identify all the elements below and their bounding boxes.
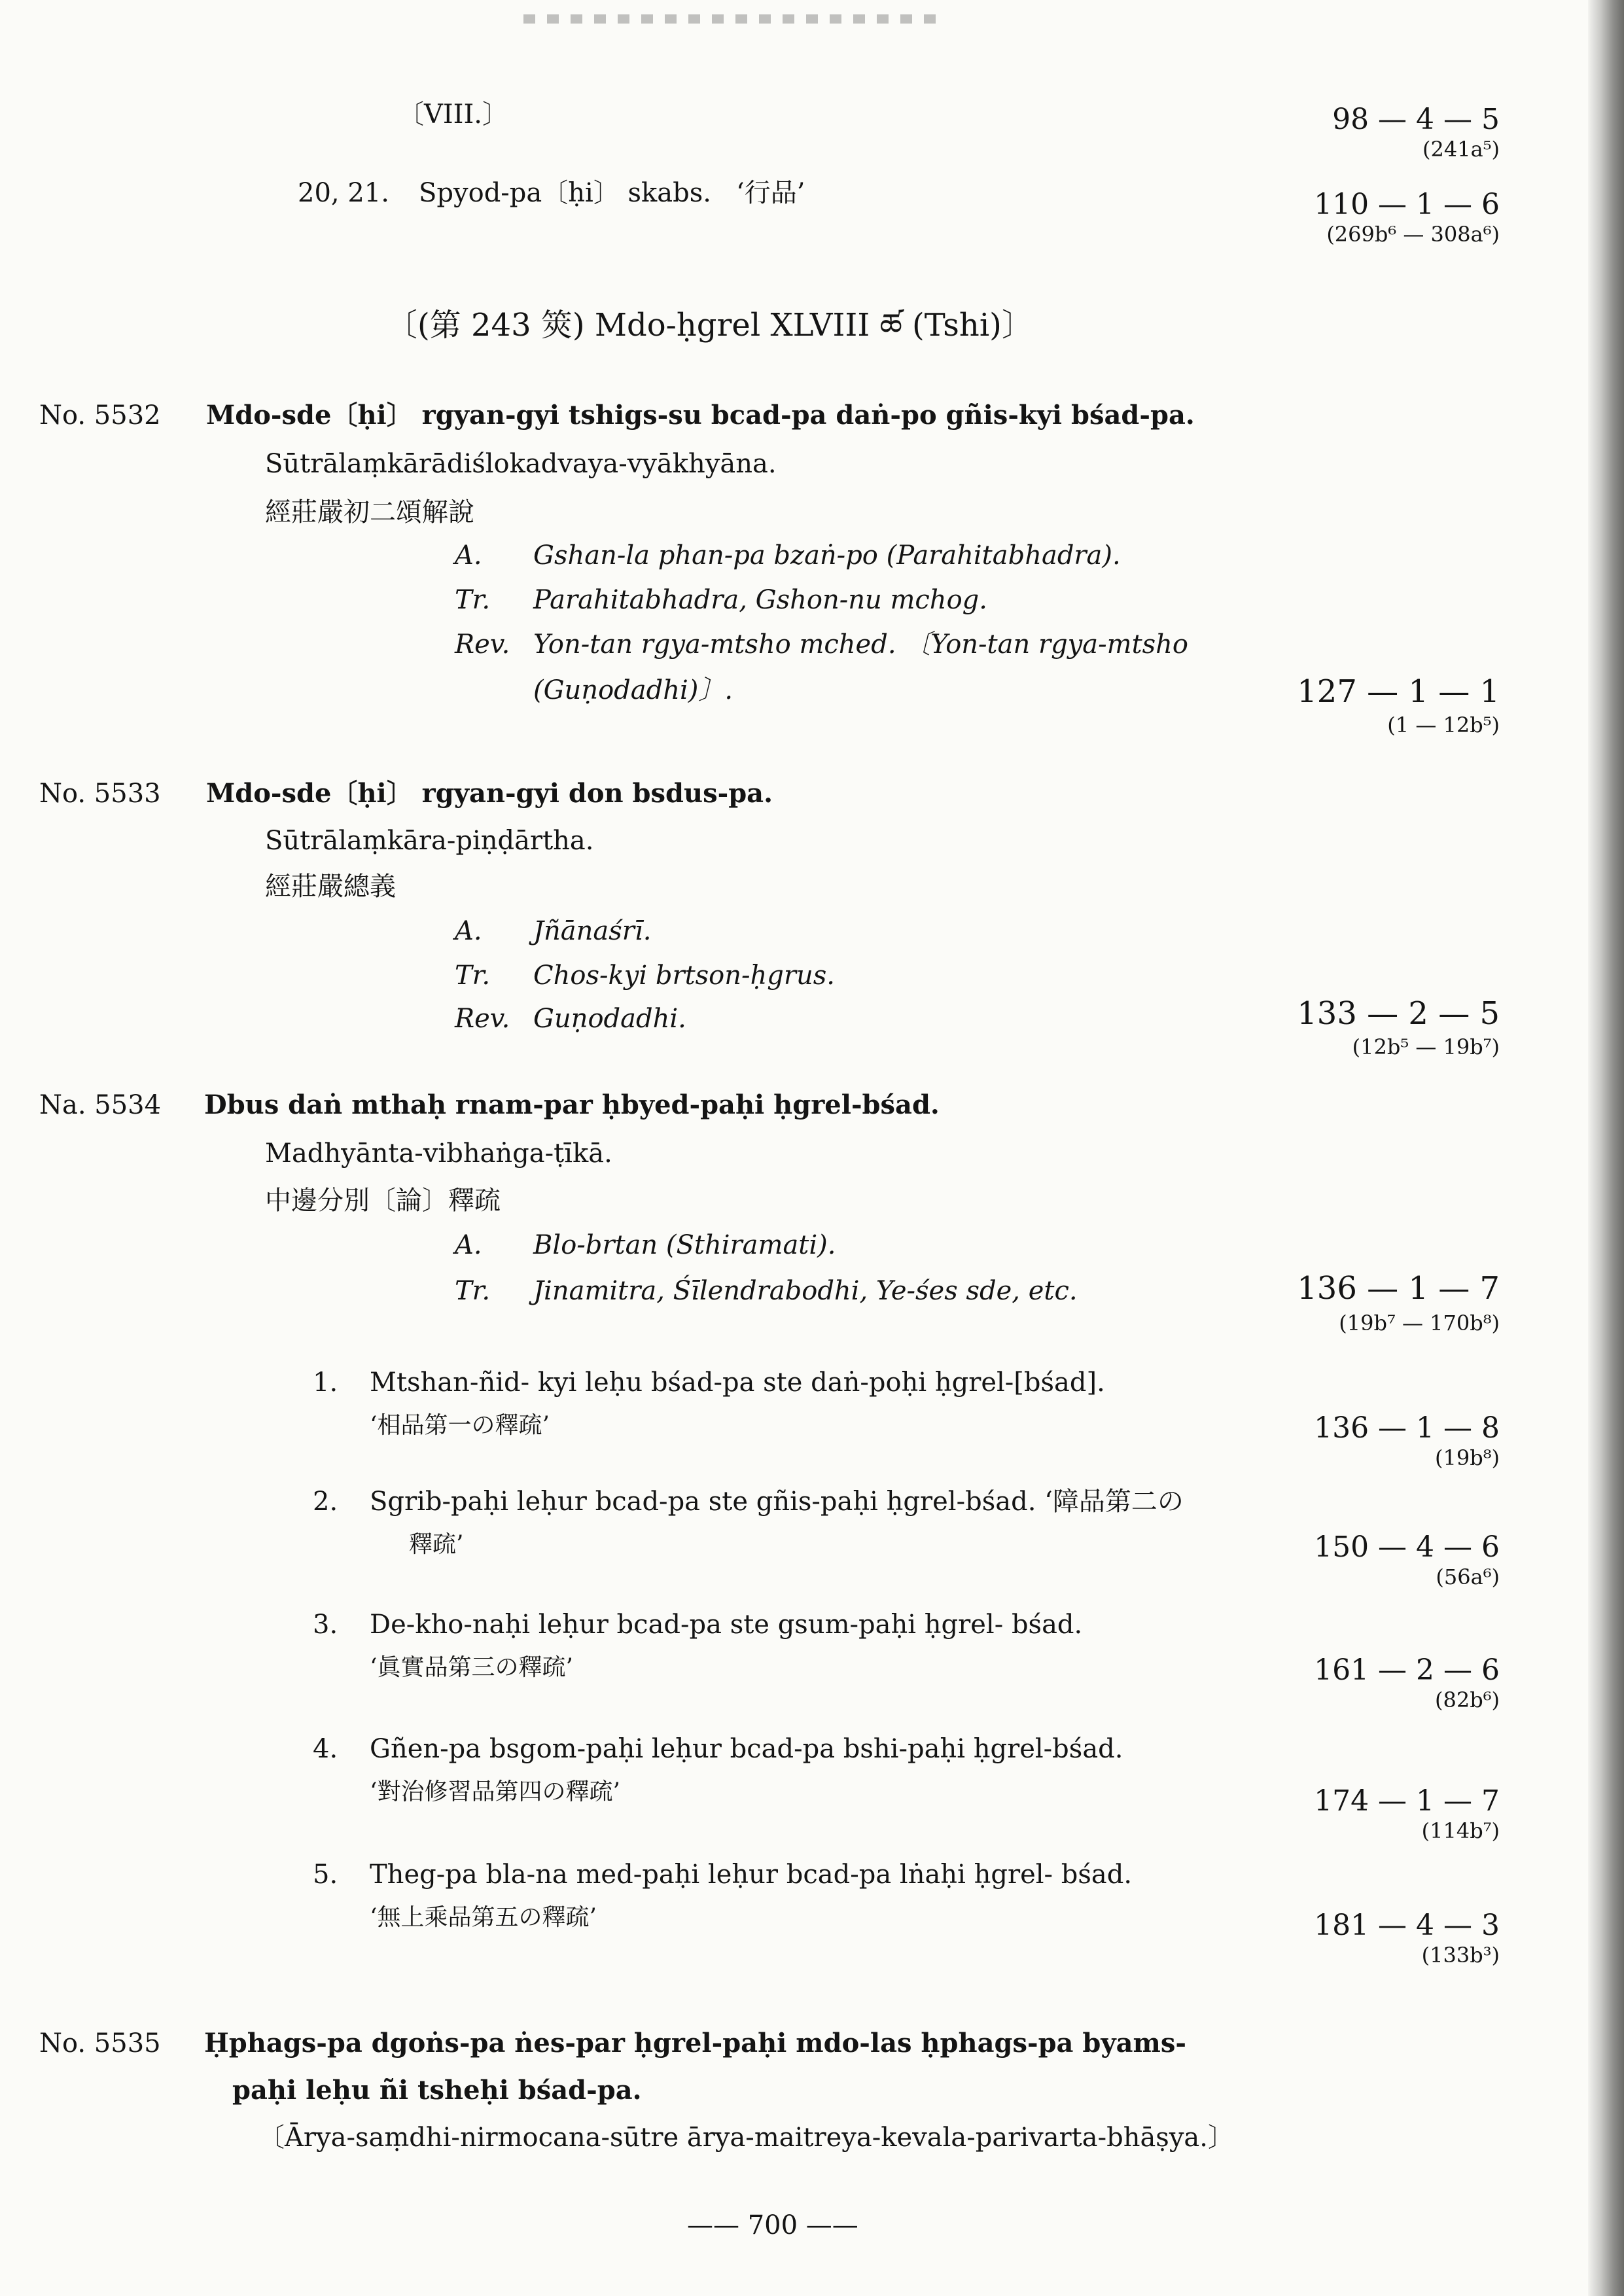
author-label: A.: [455, 540, 482, 571]
subitem-title: Sgrib-paḥi leḥur bcad-pa ste gñis-paḥi ḥgrel-bśad. ‘障品第二の: [370, 1487, 1184, 1517]
page-number: —— 700 ——: [687, 2210, 858, 2240]
subitem-folio: (82b⁶): [1435, 1687, 1500, 1712]
translator-5533: Chos-kyi brtson-ḥgrus.: [533, 961, 836, 991]
sanskrit-title-5533: Sūtrālaṃkāra-piṇḍārtha.: [265, 826, 594, 856]
entry-number-5532: No. 5532: [39, 400, 161, 431]
entry-number-5534: Na. 5534: [39, 1090, 162, 1120]
reviser-5532: Yon-tan rgya-mtsho mched. 〔Yon-tan rgya-mtsho: [533, 629, 1189, 660]
author-5534: Blo-brtan (Sthiramati).: [533, 1230, 836, 1260]
entry-number-5535: No. 5535: [39, 2028, 161, 2058]
translator-label: Tr.: [455, 961, 491, 991]
subitem-number: 5.: [313, 1860, 338, 1890]
subitem-ref: 150 — 4 — 6: [1314, 1530, 1500, 1564]
subitem-number: 3.: [313, 1610, 338, 1640]
section-heading: 〔(第 243 筴) Mdo-ḥgrel XLVIII ཚ (Tshi)〕: [386, 307, 1033, 344]
sanskrit-title-5532: Sūtrālaṃkārādiślokadvaya-vyākhyāna.: [265, 449, 777, 479]
reviser-label: Rev.: [455, 629, 510, 660]
scan-edge-shadow: [1588, 0, 1624, 2296]
entry-title-5533: Mdo-sde〔ḥi〕 rgyan-gyi don bsdus-pa.: [206, 778, 773, 809]
author-5533: Jñānaśrī.: [533, 916, 652, 946]
subitem-number: 1.: [313, 1368, 338, 1398]
item-japanese: ‘行品’: [736, 178, 805, 208]
subitem-japanese: ‘眞實品第三の釋疏’: [370, 1654, 573, 1681]
subitem-number: 2.: [313, 1487, 338, 1517]
subitem-ref: 174 — 1 — 7: [1314, 1784, 1500, 1818]
entry-ref-5534: 136 — 1 — 7: [1297, 1270, 1500, 1307]
chinese-title-5532: 經莊嚴初二頌解說: [265, 497, 474, 527]
entry-title-5532: Mdo-sde〔ḥi〕 rgyan-gyi tshigs-su bcad-pa daṅ-po gñis-kyi bśad-pa.: [206, 400, 1195, 431]
translator-5532: Parahitabhadra, Gshon-nu mchog.: [533, 585, 987, 615]
subitem-folio: (56a⁶): [1436, 1564, 1500, 1589]
volume-folio: (241a⁵): [1422, 137, 1500, 162]
entry-folio-5532: (1 — 12b⁵): [1387, 713, 1500, 737]
sanskrit-title-5534: Madhyānta-vibhaṅga-ṭīkā.: [265, 1139, 612, 1169]
entry-title-5535-cont: paḥi leḥu ñi tsheḥi bśad-pa.: [232, 2075, 642, 2106]
subitem-folio: (133b³): [1421, 1943, 1500, 1968]
subitem-title: Theg-pa bla-na med-paḥi leḥur bcad-pa lṅaḥi ḥgrel- bśad.: [370, 1860, 1133, 1890]
item-title: Spyod-pa〔ḥi〕 skabs.: [419, 178, 711, 208]
translator-label: Tr.: [455, 1276, 491, 1306]
reviser-5532-cont: (Guṇodadhi)〕.: [533, 675, 733, 705]
translator-5534: Jinamitra, Śīlendrabodhi, Ye-śes sde, etc.: [533, 1276, 1078, 1306]
subitem-folio: (114b⁷): [1421, 1818, 1500, 1843]
entry-folio-5533: (12b⁵ — 19b⁷): [1352, 1034, 1500, 1059]
subitem-title: Gñen-pa bsgom-paḥi leḥur bcad-pa bshi-paḥi ḥgrel-bśad.: [370, 1734, 1123, 1764]
subitem-ref: 161 — 2 — 6: [1314, 1653, 1500, 1687]
chinese-title-5533: 經莊嚴總義: [265, 872, 396, 902]
subitem-japanese: ‘無上乘品第五の釋疏’: [370, 1904, 597, 1931]
subitem-japanese: ‘相品第一の釋疏’: [370, 1412, 550, 1439]
item-number: 20, 21.: [298, 178, 389, 208]
subitem-folio: (19b⁸): [1435, 1445, 1500, 1470]
subitem-title: Mtshan-ñid- kyi leḥu bśad-pa ste daṅ-poḥi ḥgrel-[bśad].: [370, 1368, 1105, 1398]
entry-title-5535: Ḥphags-pa dgoṅs-pa ṅes-par ḥgrel-paḥi mdo-las ḥphags-pa byams-: [204, 2028, 1186, 2058]
volume-ref: 98 — 4 — 5: [1332, 103, 1500, 136]
item-ref: 110 — 1 — 6: [1314, 188, 1500, 221]
subitem-ref: 136 — 1 — 8: [1314, 1411, 1500, 1445]
top-margin-fragment: [523, 14, 942, 24]
reviser-5533: Guṇodadhi.: [533, 1004, 686, 1034]
translator-label: Tr.: [455, 585, 491, 615]
subitem-ref: 181 — 4 — 3: [1314, 1909, 1500, 1942]
subitem-japanese: 釋疏’: [409, 1531, 464, 1558]
sanskrit-title-5535: 〔Ārya-saṃdhi-nirmocana-sūtre ārya-maitreya-kevala-parivarta-bhāṣya.〕: [258, 2123, 1234, 2153]
entry-ref-5533: 133 — 2 — 5: [1297, 995, 1500, 1032]
author-label: A.: [455, 1230, 482, 1260]
author-label: A.: [455, 916, 482, 946]
subitem-title: De-kho-naḥi leḥur bcad-pa ste gsum-paḥi ḥgrel- bśad.: [370, 1610, 1083, 1640]
entry-title-5534: Dbus daṅ mthaḥ rnam-par ḥbyed-paḥi ḥgrel-bśad.: [204, 1089, 940, 1120]
reviser-label: Rev.: [455, 1004, 510, 1034]
volume-label: 〔VIII.〕: [398, 99, 509, 130]
subitem-japanese: ‘對治修習品第四の釋疏’: [370, 1778, 620, 1805]
subitem-number: 4.: [313, 1734, 338, 1764]
author-5532: Gshan-la phan-pa bzaṅ-po (Parahitabhadra).: [533, 540, 1121, 571]
entry-number-5533: No. 5533: [39, 779, 161, 809]
entry-ref-5532: 127 — 1 — 1: [1297, 673, 1500, 710]
entry-folio-5534: (19b⁷ — 170b⁸): [1339, 1311, 1500, 1335]
chinese-title-5534: 中邊分別〔論〕釋疏: [265, 1186, 501, 1216]
item-folio: (269b⁶ — 308a⁶): [1326, 222, 1500, 247]
